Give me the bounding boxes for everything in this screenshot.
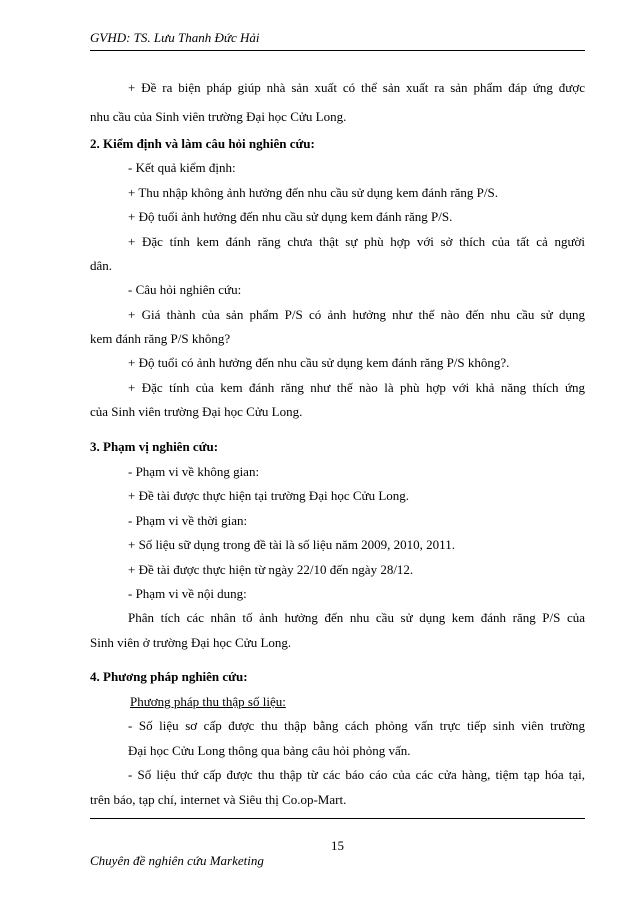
paragraph-line: - Số liệu sơ cấp được thu thập bằng cách phỏng vấn trực tiếp sinh viên trường xyxy=(128,718,585,733)
paragraph-line: - Kết quả kiểm định: xyxy=(128,160,236,175)
section-heading: 3. Phạm vị nghiên cứu: xyxy=(90,439,219,454)
paragraph-line: - Phạm vi về không gian: xyxy=(128,464,260,479)
paragraph-line: Phân tích các nhân tố ảnh hưởng đến nhu cầu sử dụng kem đánh răng P/S của xyxy=(128,610,585,625)
paragraph-line: + Đề tài được thực hiện từ ngày 22/10 đến ngày 28/12. xyxy=(128,562,414,577)
paragraph-line: trên báo, tạp chí, internet và Siêu thị Co.op-Mart. xyxy=(90,792,347,807)
paragraph-line: của Sinh viên trường Đại học Cửu Long. xyxy=(90,404,303,419)
paragraph-line: + Giá thành của sản phẩm P/S có ảnh hưởng như thế nào đến nhu cầu sử dụng xyxy=(128,307,585,322)
paragraph-line: Đại học Cửu Long thông qua bảng câu hỏi phỏng vấn. xyxy=(128,743,411,758)
paragraph-line: kem đánh răng P/S không? xyxy=(90,331,231,346)
paragraph-line: - Câu hỏi nghiên cứu: xyxy=(128,282,242,297)
paragraph-line: - Số liệu thứ cấp được thu thập từ các báo cáo của các cửa hàng, tiệm tạp hóa tại, xyxy=(128,767,585,782)
page-number: 15 xyxy=(331,838,344,853)
subheading: Phương pháp thu thập số liệu: xyxy=(130,694,286,709)
paragraph-line: + Độ tuổi có ảnh hưởng đến nhu cầu sử dụng kem đánh răng P/S không?. xyxy=(128,355,510,370)
paragraph-line: + Đề tài được thực hiện tại trường Đại học Cửu Long. xyxy=(128,488,410,503)
paragraph-line: + Số liệu sữ dụng trong đề tài là số liệu năm 2009, 2010, 2011. xyxy=(128,537,455,552)
paragraph-line: + Đề ra biện pháp giúp nhà sản xuất có thể sản xuất ra sản phẩm đáp ứng được xyxy=(128,80,585,95)
section-heading: 2. Kiểm định và làm câu hỏi nghiên cứu: xyxy=(90,136,315,151)
paragraph-line: + Đặc tính kem đánh răng chưa thật sự phù hợp với sở thích của tất cả người xyxy=(128,234,585,249)
header-rule xyxy=(90,50,585,51)
paragraph-line: - Phạm vi về thời gian: xyxy=(128,513,248,528)
paragraph-line: - Phạm vi về nội dung: xyxy=(128,586,247,601)
paragraph-line: Sinh viên ở trường Đại học Cửu Long. xyxy=(90,635,292,650)
page-header: GVHD: TS. Lưu Thanh Đức Hải xyxy=(90,30,260,45)
page-footer: Chuyên đề nghiên cứu Marketing xyxy=(90,853,264,868)
paragraph-line: + Thu nhập không ảnh hưởng đến nhu cầu sử dụng kem đánh răng P/S. xyxy=(128,185,498,200)
footer-rule xyxy=(90,818,585,819)
section-heading: 4. Phương pháp nghiên cứu: xyxy=(90,669,248,684)
paragraph-line: nhu cầu của Sinh viên trường Đại học Cửu Long. xyxy=(90,109,347,124)
paragraph-line: + Đặc tính của kem đánh răng như thế nào là phù hợp với khả năng thích ứng xyxy=(128,380,585,395)
paragraph-line: + Độ tuổi ảnh hưởng đến nhu cầu sử dụng kem đánh răng P/S. xyxy=(128,209,453,224)
paragraph-line: dân. xyxy=(90,258,113,273)
